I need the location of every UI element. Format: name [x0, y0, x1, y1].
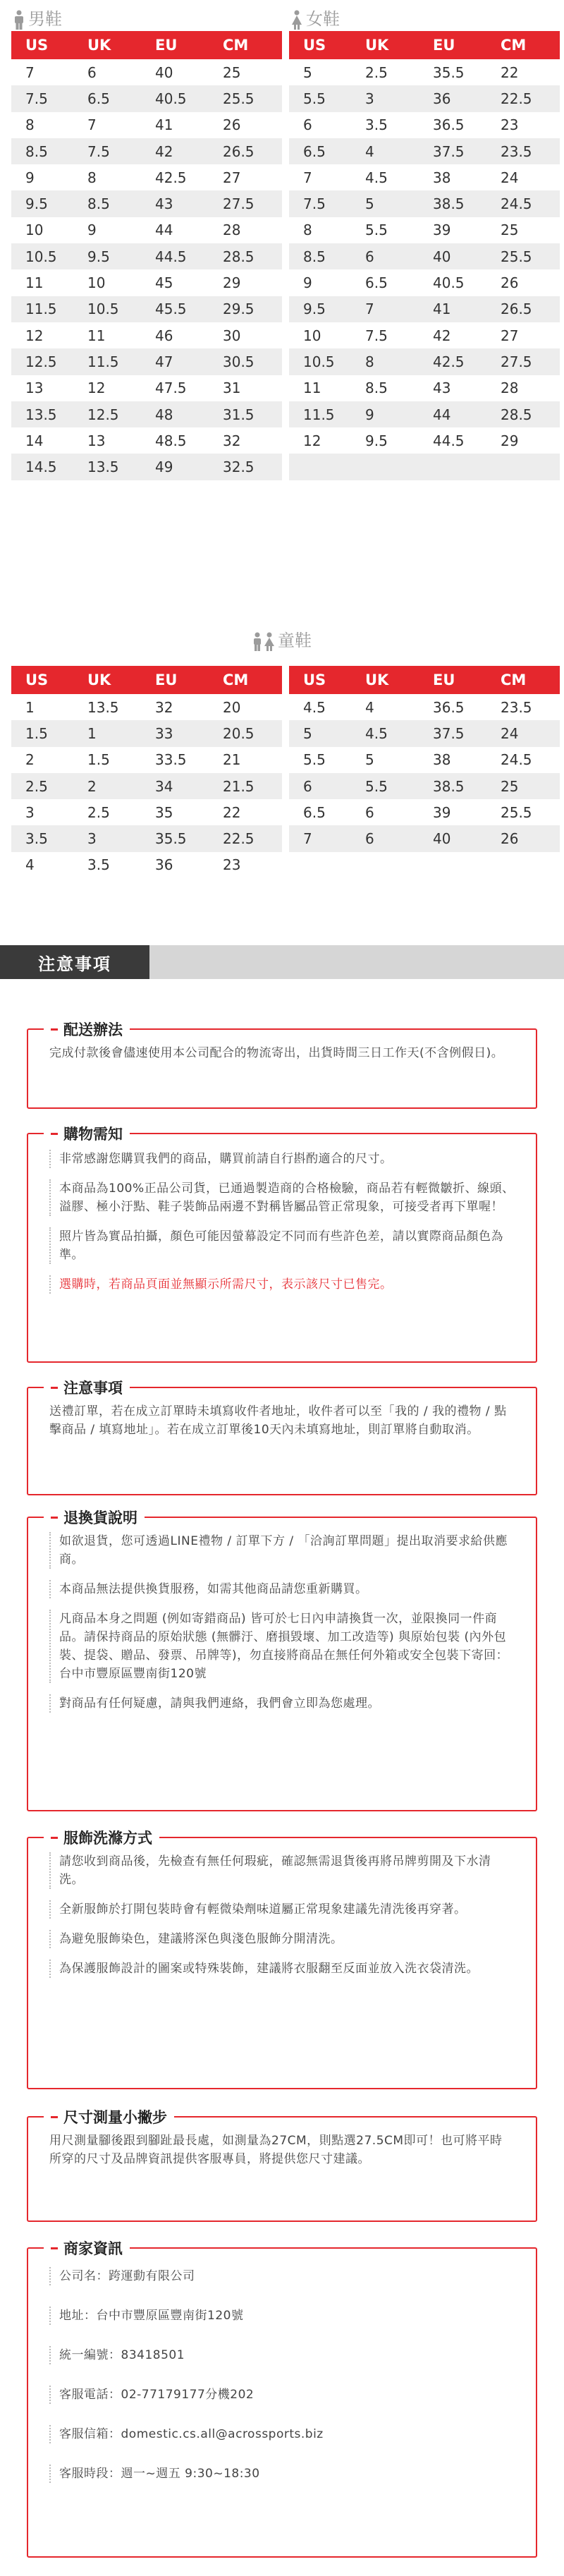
table-cell: 5	[365, 195, 374, 213]
table-cell: 22	[501, 63, 519, 81]
caution-title: 注意事項	[44, 1377, 130, 1398]
table-row	[11, 243, 282, 269]
table-cell: 7	[365, 300, 374, 318]
table-cell: 10	[303, 327, 321, 344]
merchant-company: 公司名：跨運動有限公司	[49, 2267, 515, 2285]
table-row	[11, 296, 282, 322]
table-cell: 25	[223, 63, 241, 81]
table-cell: 8.5	[87, 195, 110, 213]
table-cell: 21	[223, 751, 241, 769]
table-cell: 5.5	[303, 90, 326, 107]
table-cell: 27	[223, 169, 241, 186]
table-cell: 23.5	[501, 142, 532, 160]
table-cell: 30	[223, 327, 241, 344]
table-cell: 36	[433, 90, 451, 107]
purchase-item: 照片皆為實品拍攝，顏色可能因螢幕設定不同而有些許色差，請以實際商品顏色為準。	[49, 1227, 515, 1264]
table-row	[11, 85, 282, 111]
table-cell: 5.5	[365, 221, 388, 239]
returns-item: 本商品無法提供換貨服務，如需其他商品請您重新購買。	[49, 1580, 515, 1598]
table-cell: 7.5	[365, 327, 388, 344]
table-cell: 9	[25, 169, 35, 186]
table-cell: 5	[365, 751, 374, 769]
caution-box	[27, 1380, 537, 1495]
purchase-item	[49, 1275, 515, 1294]
table-cell: 9.5	[87, 248, 110, 265]
table-cell: 10	[25, 221, 44, 239]
table-cell: 14.5	[25, 458, 57, 476]
women-table-header	[289, 31, 560, 59]
table-cell: 32	[223, 432, 241, 449]
table-cell: 28	[501, 379, 519, 397]
table-cell: 42.5	[433, 353, 465, 370]
table-cell: 8	[365, 353, 374, 370]
table-cell: 5	[303, 724, 312, 742]
table-cell: 36.5	[433, 698, 465, 716]
col-cm: CM	[223, 672, 249, 688]
table-cell: 25	[501, 221, 519, 239]
returns-title: 退換貨說明	[44, 1507, 145, 1528]
table-cell: 4	[25, 856, 35, 874]
table-cell: 11	[303, 379, 321, 397]
table-cell: 3.5	[87, 856, 110, 874]
table-cell: 22.5	[223, 830, 255, 848]
purchase-title: 購物需知	[44, 1123, 130, 1144]
measure-box	[27, 2109, 537, 2222]
table-cell: 12	[303, 432, 321, 449]
table-row	[289, 799, 560, 825]
merchant-hours: 客服時段：週一~週五 9:30~18:30	[49, 2465, 515, 2483]
table-cell: 6	[365, 248, 374, 265]
table-cell: 22	[223, 803, 241, 821]
table-cell: 8.5	[25, 142, 48, 160]
merchant-phone: 客服電話：02-77179177分機202	[49, 2386, 515, 2404]
table-cell: 32.5	[223, 458, 255, 476]
table-cell: 6	[365, 803, 374, 821]
table-cell: 3.5	[365, 116, 388, 134]
kids-table-title	[0, 626, 564, 651]
notes-section-header	[0, 945, 564, 979]
table-cell: 40.5	[155, 90, 187, 107]
table-cell: 42	[155, 142, 173, 160]
table-cell: 48	[155, 406, 173, 423]
table-cell: 42.5	[155, 169, 187, 186]
table-cell: 10.5	[303, 353, 335, 370]
merchant-title: 商家資訊	[44, 2237, 130, 2259]
table-cell: 3	[25, 803, 35, 821]
table-cell: 13.5	[87, 698, 119, 716]
table-row	[11, 799, 282, 825]
returns-item: 凡商品本身之問題 (例如寄錯商品) 皆可於七日內申請換貨一次，並限換同一件商品。請保持商品的原始狀態 (無髒汙、磨損毀壞、加工改造等) 與原始包裝 (內外包裝、提袋、贈品、發票、吊牌等)，勿直接將商品在無任何外箱或安全包裝下寄回：台中市豐原區豐南街120號	[49, 1610, 515, 1683]
table-cell: 6.5	[365, 274, 388, 292]
table-cell: 4	[365, 698, 374, 716]
table-cell: 26.5	[223, 142, 255, 160]
washing-item: 為保護服飾設計的圖案或特殊裝飾，建議將衣服翻至反面並放入洗衣袋清洗。	[49, 1960, 515, 1978]
notes-header-label: 注意事項	[0, 945, 149, 979]
table-row	[11, 454, 282, 480]
purchase-item-highlight: 選購時，若商品頁面並無顯示所需尺寸，表示該尺寸已售完。	[59, 1277, 393, 1292]
table-cell: 3	[87, 830, 97, 848]
table-cell: 37.5	[433, 142, 465, 160]
col-cm: CM	[501, 37, 527, 54]
table-cell: 49	[155, 458, 173, 476]
table-cell: 25.5	[501, 248, 532, 265]
table-cell: 8.5	[303, 248, 326, 265]
kids-title-text: 童鞋	[278, 631, 312, 650]
col-cm: CM	[501, 672, 527, 688]
shipping-box	[27, 1021, 537, 1109]
col-us: US	[303, 37, 326, 54]
table-cell: 8	[25, 116, 35, 134]
table-cell: 7	[303, 169, 312, 186]
table-row	[11, 348, 282, 375]
table-row	[11, 269, 282, 296]
table-cell: 35	[155, 803, 173, 821]
table-cell: 36	[155, 856, 173, 874]
col-uk: UK	[365, 37, 389, 54]
table-cell: 32	[155, 698, 173, 716]
table-cell: 26	[223, 116, 241, 134]
returns-box	[27, 1509, 537, 1811]
table-cell: 8	[87, 169, 97, 186]
men-table-body	[11, 59, 282, 480]
table-cell: 3	[365, 90, 374, 107]
table-cell: 31.5	[223, 406, 255, 423]
table-cell: 13.5	[87, 458, 119, 476]
table-cell: 9.5	[303, 300, 326, 318]
kids-size-table-left	[11, 666, 282, 878]
returns-item: 如欲退貨，您可透過LINE禮物 / 訂單下方 / 「洽詢訂單問題」提出取消要求給供應商。	[49, 1532, 515, 1569]
table-cell: 23	[223, 856, 241, 874]
table-cell: 2	[87, 777, 97, 795]
table-row	[11, 322, 282, 348]
col-uk: UK	[87, 672, 111, 688]
table-row	[11, 747, 282, 773]
women-table-body	[289, 59, 560, 480]
washing-item: 全新服飾於打開包裝時會有輕微染劑味道屬正常現象建議先清洗後再穿著。	[49, 1900, 515, 1919]
table-cell: 38	[433, 751, 451, 769]
table-cell: 6	[365, 830, 374, 848]
table-cell: 47.5	[155, 379, 187, 397]
table-row	[11, 190, 282, 217]
table-cell: 11	[25, 274, 44, 292]
table-cell: 36.5	[433, 116, 465, 134]
table-cell: 23.5	[501, 698, 532, 716]
table-cell: 12.5	[87, 406, 119, 423]
women-title-text: 女鞋	[306, 9, 340, 29]
table-row	[11, 825, 282, 851]
table-row	[289, 269, 560, 296]
table-cell: 26	[501, 830, 519, 848]
table-row	[11, 694, 282, 720]
kids-right-body	[289, 694, 560, 852]
table-cell: 39	[433, 221, 451, 239]
washing-title: 服飾洗滌方式	[44, 1827, 159, 1848]
table-cell: 45	[155, 274, 173, 292]
kids-size-table-right	[289, 666, 560, 852]
table-cell: 1	[25, 698, 35, 716]
table-cell: 28.5	[501, 406, 532, 423]
table-cell: 2	[25, 751, 35, 769]
washing-item: 請您收到商品後，先檢查有無任何瑕疵，確認無需退貨後再將吊牌剪開及下水清洗。	[49, 1852, 515, 1889]
table-row	[289, 322, 560, 348]
table-row	[289, 747, 560, 773]
table-cell: 38	[433, 169, 451, 186]
shipping-title: 配送辦法	[44, 1019, 130, 1040]
purchase-box	[27, 1126, 537, 1363]
men-table-title	[11, 4, 62, 30]
col-eu: EU	[433, 672, 455, 688]
women-size-table	[289, 9, 560, 480]
table-cell: 4.5	[303, 698, 326, 716]
merchant-address: 地址：台中市豐原區豐南街120號	[49, 2307, 515, 2325]
merchant-tax-id: 統一編號：83418501	[49, 2346, 515, 2364]
col-cm: CM	[223, 37, 249, 54]
col-eu: EU	[155, 672, 178, 688]
table-cell: 6.5	[87, 90, 110, 107]
table-row	[289, 296, 560, 322]
table-cell: 46	[155, 327, 173, 344]
table-row	[289, 375, 560, 401]
table-cell: 6	[303, 777, 312, 795]
merchant-email: 客服信箱：domestic.cs.all@acrossports.biz	[49, 2425, 515, 2443]
men-size-table	[11, 9, 282, 480]
table-cell: 39	[433, 803, 451, 821]
table-cell: 12	[25, 327, 44, 344]
table-row	[289, 825, 560, 851]
table-row	[11, 852, 282, 878]
table-cell: 8	[303, 221, 312, 239]
table-cell: 34	[155, 777, 173, 795]
kids-icon	[252, 631, 276, 651]
table-row	[11, 773, 282, 799]
col-uk: UK	[365, 672, 389, 688]
table-cell: 1.5	[25, 724, 48, 742]
table-cell: 23	[501, 116, 519, 134]
merchant-box	[27, 2240, 537, 2558]
table-cell: 6.5	[303, 142, 326, 160]
washing-box	[27, 1830, 537, 2089]
table-cell: 41	[433, 300, 451, 318]
table-cell: 24.5	[501, 195, 532, 213]
table-cell: 35.5	[433, 63, 465, 81]
table-cell: 13	[25, 379, 44, 397]
woman-icon	[289, 10, 305, 30]
man-icon	[11, 10, 27, 30]
returns-item: 對商品有任何疑慮，請與我們連絡，我們會立即為您處理。	[49, 1694, 515, 1713]
table-row	[289, 427, 560, 454]
kids-right-header	[289, 666, 560, 694]
table-cell: 9.5	[365, 432, 388, 449]
table-cell: 25.5	[223, 90, 255, 107]
table-cell: 7	[25, 63, 35, 81]
table-cell: 45.5	[155, 300, 187, 318]
table-row	[289, 85, 560, 111]
table-cell: 12	[87, 379, 106, 397]
measure-title: 尺寸測量小撇步	[44, 2106, 174, 2127]
table-cell: 9	[87, 221, 97, 239]
table-cell: 9.5	[25, 195, 48, 213]
table-cell: 2.5	[365, 63, 388, 81]
table-cell: 27.5	[501, 353, 532, 370]
table-cell: 44	[433, 406, 451, 423]
table-cell: 40	[155, 63, 173, 81]
table-cell: 44	[155, 221, 173, 239]
table-cell: 27.5	[223, 195, 255, 213]
table-cell: 29	[501, 432, 519, 449]
table-cell: 11.5	[25, 300, 57, 318]
table-cell: 33.5	[155, 751, 187, 769]
table-cell: 44.5	[433, 432, 465, 449]
table-cell: 48.5	[155, 432, 187, 449]
table-row	[289, 190, 560, 217]
table-row	[11, 164, 282, 190]
table-cell: 47	[155, 353, 173, 370]
table-cell: 21.5	[223, 777, 255, 795]
table-cell: 38.5	[433, 195, 465, 213]
purchase-item: 非常感謝您購買我們的商品，購買前請自行斟酌適合的尺寸。	[49, 1150, 515, 1168]
table-row	[289, 773, 560, 799]
shipping-text: 完成付款後會儘速使用本公司配合的物流寄出，出貨時間三日工作天(不含例假日)。	[49, 1046, 504, 1060]
table-cell: 7.5	[303, 195, 326, 213]
table-cell: 27	[501, 327, 519, 344]
table-cell: 28	[223, 221, 241, 239]
men-title-text: 男鞋	[28, 9, 62, 29]
table-row	[289, 243, 560, 269]
table-cell: 4.5	[365, 724, 388, 742]
table-cell: 20.5	[223, 724, 255, 742]
table-cell: 25.5	[501, 803, 532, 821]
kids-left-header	[11, 666, 282, 694]
table-row	[289, 164, 560, 190]
table-cell: 6	[87, 63, 97, 81]
table-cell: 10.5	[87, 300, 119, 318]
table-cell: 8.5	[365, 379, 388, 397]
col-eu: EU	[433, 37, 455, 54]
table-cell: 33	[155, 724, 173, 742]
table-cell: 2.5	[25, 777, 48, 795]
table-cell: 6	[303, 116, 312, 134]
table-row	[289, 112, 560, 138]
table-cell: 5.5	[303, 751, 326, 769]
table-cell: 13	[87, 432, 106, 449]
table-cell: 43	[433, 379, 451, 397]
table-cell: 5.5	[365, 777, 388, 795]
table-cell: 24	[501, 169, 519, 186]
purchase-item: 本商品為100%正品公司貨，已通過製造商的合格檢驗，商品若有輕微皺折、線頭、溢膠、極小汙點、鞋子裝飾品兩邊不對稱皆屬品管正常現象，可接受者再下單喔！	[49, 1179, 515, 1216]
men-table-header	[11, 31, 282, 59]
table-cell: 7	[87, 116, 97, 134]
table-cell: 43	[155, 195, 173, 213]
table-cell: 31	[223, 379, 241, 397]
table-cell: 42	[433, 327, 451, 344]
col-us: US	[25, 37, 49, 54]
measure-text: 用尺測量腳後跟到腳趾最長處，如測量為27CM，則點選27.5CM即可！也可將平時所穿的尺寸及品牌資訊提供客服專員，將提供您尺寸建議。	[49, 2134, 503, 2166]
table-cell: 20	[223, 698, 241, 716]
table-cell: 7	[303, 830, 312, 848]
table-cell: 12.5	[25, 353, 57, 370]
washing-item: 為避免服飾染色，建議將深色與淺色服飾分開清洗。	[49, 1930, 515, 1948]
table-cell: 40	[433, 830, 451, 848]
table-cell: 5	[303, 63, 312, 81]
table-cell: 7.5	[25, 90, 48, 107]
table-row	[11, 401, 282, 427]
col-eu: EU	[155, 37, 178, 54]
table-cell: 41	[155, 116, 173, 134]
table-cell: 40	[433, 248, 451, 265]
table-cell: 38.5	[433, 777, 465, 795]
table-row	[11, 217, 282, 243]
table-row	[11, 427, 282, 454]
table-cell: 29.5	[223, 300, 255, 318]
table-row	[11, 375, 282, 401]
table-cell: 24	[501, 724, 519, 742]
table-cell: 10	[87, 274, 106, 292]
table-cell: 24.5	[501, 751, 532, 769]
table-row	[289, 138, 560, 164]
table-cell: 9	[303, 274, 312, 292]
table-row	[11, 59, 282, 85]
table-cell: 11.5	[303, 406, 335, 423]
table-row	[289, 401, 560, 427]
table-cell: 4	[365, 142, 374, 160]
table-cell: 26.5	[501, 300, 532, 318]
table-cell: 1.5	[87, 751, 110, 769]
col-us: US	[25, 672, 49, 688]
table-cell: 2.5	[87, 803, 110, 821]
table-row	[289, 720, 560, 746]
table-cell: 14	[25, 432, 44, 449]
table-row	[289, 694, 560, 720]
table-cell: 25	[501, 777, 519, 795]
table-row	[289, 348, 560, 375]
table-cell: 28.5	[223, 248, 255, 265]
table-cell: 13.5	[25, 406, 57, 423]
table-cell: 3.5	[25, 830, 48, 848]
table-cell: 30.5	[223, 353, 255, 370]
table-cell: 6.5	[303, 803, 326, 821]
table-row-empty	[289, 454, 560, 480]
women-table-title	[289, 4, 340, 30]
table-cell: 4.5	[365, 169, 388, 186]
table-cell: 37.5	[433, 724, 465, 742]
caution-text: 送禮訂單，若在成立訂單時未填寫收件者地址，收件者可以至「我的 / 我的禮物 / 點擊商品 / 填寫地址」。若在成立訂單後10天內未填寫地址，則訂單將自動取消。	[49, 1404, 507, 1437]
notes-header-bar	[149, 945, 564, 979]
col-uk: UK	[87, 37, 111, 54]
table-row	[289, 59, 560, 85]
table-row	[11, 720, 282, 746]
table-cell: 22.5	[501, 90, 532, 107]
table-cell: 1	[87, 724, 97, 742]
table-cell: 11	[87, 327, 106, 344]
kids-left-body	[11, 694, 282, 878]
col-us: US	[303, 672, 326, 688]
table-cell: 29	[223, 274, 241, 292]
table-cell: 10.5	[25, 248, 57, 265]
table-cell: 44.5	[155, 248, 187, 265]
table-row	[11, 112, 282, 138]
table-cell: 40.5	[433, 274, 465, 292]
table-cell: 7.5	[87, 142, 110, 160]
table-cell: 35.5	[155, 830, 187, 848]
table-cell: 26	[501, 274, 519, 292]
table-row	[289, 217, 560, 243]
table-row	[11, 138, 282, 164]
table-cell: 9	[365, 406, 374, 423]
table-cell: 11.5	[87, 353, 119, 370]
